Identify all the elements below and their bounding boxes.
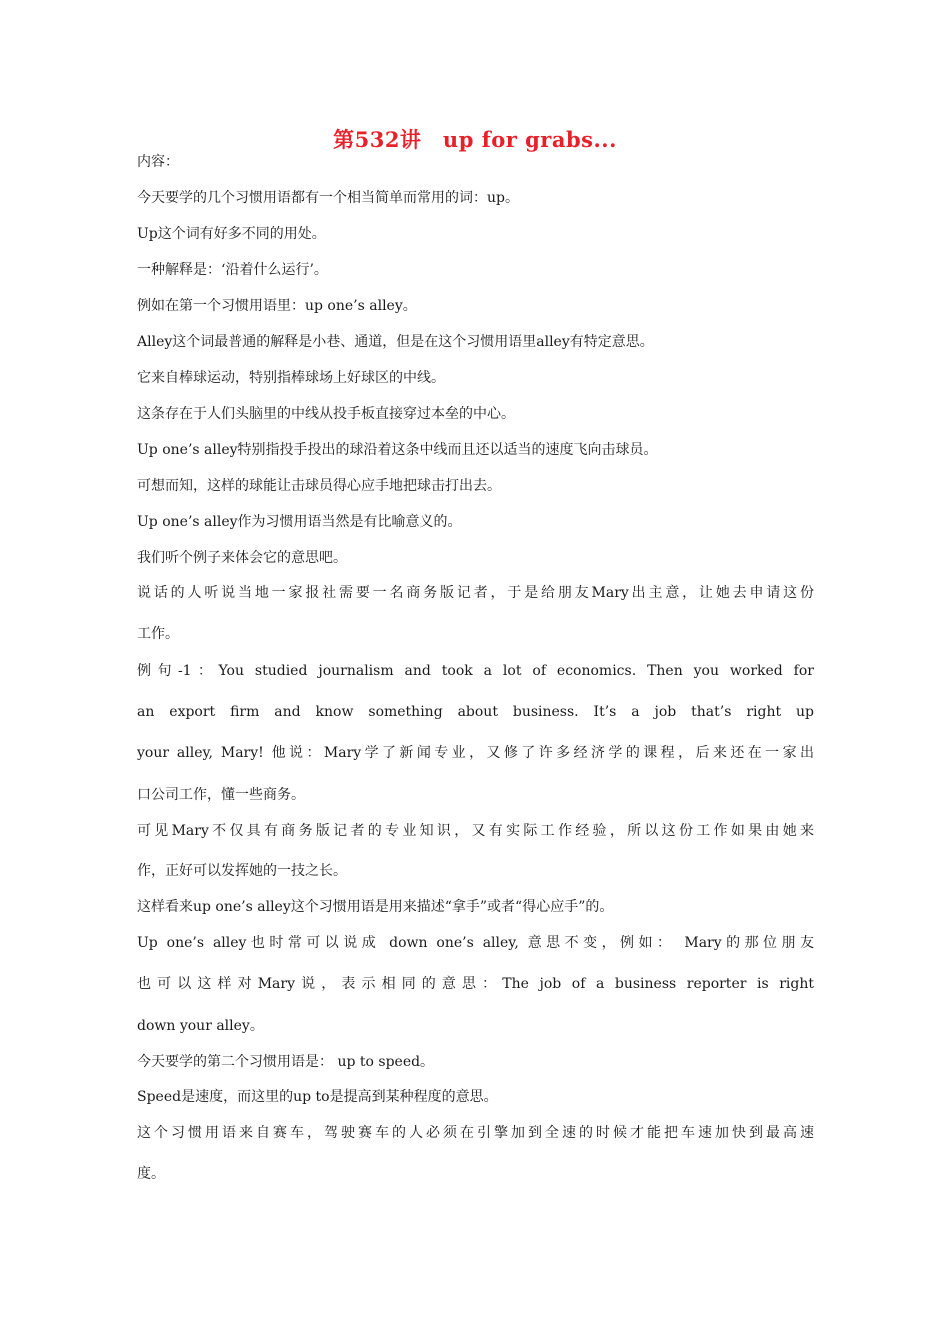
- text-line: your alley, Mary! 他说：Mary学了新闻专业，又修了许多经济学的课程，后来还在一家出: [137, 745, 814, 761]
- text-line: down your alley。: [137, 1018, 264, 1034]
- text-line: 一种解释是：‘沿着什么运行’。: [137, 262, 328, 278]
- text-line: 说话的人听说当地一家报社需要一名商务版记者，于是给朋友Mary出主意，让她去申请这份: [137, 585, 814, 601]
- text-line: 可见Mary不仅具有商务版记者的专业知识，又有实际工作经验，所以这份工作如果由她来: [137, 823, 814, 839]
- text-line: an export firm and know something about business. It’s a job that’s right up: [137, 704, 814, 720]
- text-line: 作，正好可以发挥她的一技之长。: [137, 863, 347, 879]
- text-line: 我们听个例子来体会它的意思吧。: [137, 550, 347, 566]
- text-line: 这条存在于人们头脑里的中线从投手板直接穿过本垒的中心。: [137, 406, 515, 422]
- text-line: 口公司工作，懂一些商务。: [137, 787, 305, 803]
- text-line: 也可以这样对Mary说，表示相同的意思：The job of a business reporter is right: [137, 976, 814, 992]
- text-line: Up这个词有好多不同的用处。: [137, 226, 326, 242]
- text-line: 它来自棒球运动，特别指棒球场上好球区的中线。: [137, 370, 445, 386]
- text-line: 这个习惯用语来自赛车，驾驶赛车的人必须在引擎加到全速的时候才能把车速加快到最高速: [137, 1125, 814, 1141]
- text-line: 今天要学的第二个习惯用语是： up to speed。: [137, 1054, 435, 1070]
- text-line: 可想而知，这样的球能让击球员得心应手地把球击打出去。: [137, 478, 501, 494]
- text-line: 今天要学的几个习惯用语都有一个相当简单而常用的词：up。: [137, 190, 519, 206]
- text-line: Up one’s alley作为习惯用语当然是有比喻意义的。: [137, 514, 462, 530]
- text-line: 例如在第一个习惯用语里：up one’s alley。: [137, 298, 417, 314]
- text-line: 例句-1：You studied journalism and took a lot of economics. Then you worked for: [137, 663, 814, 679]
- text-line: Up one’s alley特别指投手投出的球沿着这条中线而且还以适当的速度飞向击球员。: [137, 442, 658, 458]
- text-line: 度。: [137, 1166, 165, 1182]
- text-line: 内容：: [137, 154, 179, 170]
- text-line: 这样看来up one’s alley这个习惯用语是用来描述“拿手”或者“得心应手”的。: [137, 899, 614, 915]
- text-line: 工作。: [137, 626, 179, 642]
- text-line: Alley这个词最普通的解释是小巷、通道，但是在这个习惯用语里alley有特定意思。: [137, 334, 654, 350]
- text-line: Up one’s alley也时常可以说成 down one’s alley, 意思不变，例如： Mary的那位朋友: [137, 935, 814, 951]
- document-title: 第532讲 up for grabs...: [333, 127, 617, 152]
- text-line: Speed是速度，而这里的up to是提高到某种程度的意思。: [137, 1089, 498, 1105]
